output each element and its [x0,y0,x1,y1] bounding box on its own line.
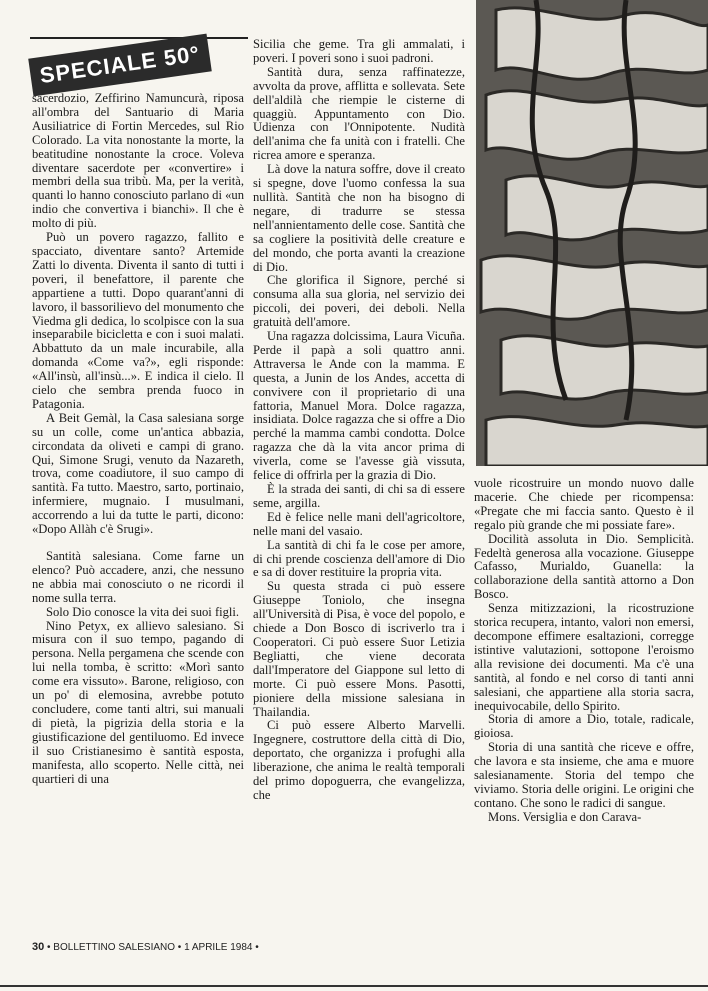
text-column-3 [474,477,694,825]
footer-publication: • BOLLETTINO SALESIANO • 1 APRILE 1984 • [47,942,259,953]
section-banner: SPECIALE 50° [28,34,212,97]
paragraph: Là dove la natura soffre, dove il creato si spegne, dove l'uomo confessa la sua nullità. Santità che non ha bisogno di negare, di tradurre se stessa nell'annientamento delle cose. Santità che sa cogliere la positività delle creature e del mondo, che porta avanti la creazione di Dio. [253,162,465,274]
paragraph: Senza mitizzazioni, la ricostruzione storica recupera, intanto, valori non emersi, decompone effimere esaltazioni, corregge istintive valutazioni, sottopone l'eroismo alla revisione dei documenti. Ma c'è una santità, al fondo e nel corso di tanti anni salesiani, che appartiene alla storia sacra, inequivocabile, dello Spirito. [474,601,694,713]
page-footer [32,941,259,953]
paragraph: È la strada dei santi, di chi sa di essere seme, argilla. [253,482,465,510]
paragraph: Ci può essere Alberto Marvelli. Ingegnere, costruttore della città di Dio, deportato, che organizza i profughi alla liberazione, che anima le realtà temporali del primo dopoguerra, che evangelizza, che [253,718,465,802]
paragraph: Mons. Versiglia e don Carava- [488,809,642,824]
paragraph: Su questa strada ci può essere Giuseppe Toniolo, che insegna all'Università di Pisa, è voce del popolo, e chiede a Don Bosco di iscriverlo tra i Cooperatori. Ci può essere Suor Letizia Begliatti, che viene decorata dall'Imperatore del Giappone sul letto di morte. Ci può essere Mons. Pasotti, pioniere della missione salesiana in Thailandia. [253,579,465,719]
paragraph: Che glorifica il Signore, perché si consuma alla sua gloria, nel servizio dei piccoli, dei poveri, dei deboli. Nella gratuità dell'amore. [253,273,465,330]
text-column-2 [253,38,465,803]
paragraph: La santità di chi fa le cose per amore, di chi prende coscienza dell'amore di Dio e sa di dover restituire la propria vita. [253,537,465,580]
text-column-1 [32,92,244,786]
paragraph: Può un povero ragazzo, fallito e spacciato, diventare santo? Artemide Zatti lo diventa. Diventa il santo di tutti i poveri, il benefattore, il parente che appartiene a tutti. Dopo quarant'anni di lavoro, il bassorilievo del monumento che Viedma gli dedica, lo scolpisce con la sua inseparabile bicicletta e con i suoi malati. Abbattuto da un male incurabile, alla domanda «Come va?», egli risponde: «All'insù, all'insù...». E indica il cielo. Il cielo che sembra prenda fuoco in Patagonia. [32,230,244,411]
paragraph: Una ragazza dolcissima, Laura Vicuña. Perde il papà a soli quattro anni. Attraversa le Ande con la mamma. E questa, a Junin de los Andes, accetta di convivere con il proprietario di una fattoria, Manuel Mora. Dolce ragazza, insidiata. Dolce ragazza che si offre a Dio perché la mamma cambi condotta. Dolce ragazza che dà la vita ancor prima di viverla, come se l'avesse già vissuta, felice di offrirla per la grazia di Dio. [253,329,465,483]
paragraph: Storia di amore a Dio, totale, radicale, gioiosa. [474,712,694,741]
paragraph: Santità salesiana. Come farne un elenco? Può accadere, anzi, che nessuno ne abbia mai conosciuto o ne ricordi il nome sulla terra. [32,549,244,605]
page-edge [0,985,708,987]
paragraph: Sicilia che geme. Tra gli ammalati, i poveri. I poveri sono i suoi padroni. [253,37,465,65]
paragraph: Solo Dio conosce la vita dei suoi figli. [46,604,240,619]
paragraph: Docilità assoluta in Dio. Semplicità. Fedeltà generosa alla vocazione. Giuseppe Cafasso, Murialdo, Guanella: la collaborazione della santità attorno a Don Bosco. [474,531,694,602]
paragraph: Santità dura, senza raffinatezze, avvolta da prove, afflitta e sollevata. Sete dell'aldilà che riempie le cisterne di quaggiù. Appuntamento con Dio. Udienza con l'Onnipotente. Nudità dell'anima che fa unità con i fratelli. Che ricrea amore e speranza. [253,64,465,163]
paragraph: vuole ricostruire un mondo nuovo dalle macerie. Che chiede per ricompensa: «Pregate che mi faccia santo. Questo è il regalo più grande che mi possiate fare». [474,476,694,532]
header-rule [30,37,248,39]
paragraph: Storia di una santità che riceve e offre, che lavora e sta insieme, che ama e muore salesianamente. Storia del tempo che viviamo. Storia delle origini. Le origini che contano. Che sono le radici di sangue. [474,740,694,810]
paragraph: Nino Petyx, ex allievo salesiano. Si misura con il suo tempo, pagando di persona. Nella pergamena che scende con lui nella tomba, è scritto: «Morì santo come era vissuto». Barone, religioso, con un po' di elemosina, avrebbe potuto concludere, come tanti altri, sui manuali di pietà, la pigrizia della storia e la giustificazione del gentiluomo. Ed invece il suo Cristianesimo è santità esposta, manifesta, allo scoperto. Nelle città, nei quartieri di una [32,618,244,786]
paragraph: A Beit Gemàl, la Casa salesiana sorge su un colle, come un'antica abbazia, circondata da oliveti e campi di grano. Qui, Simone Srugi, venuto da Nazareth, trova, come coadiutore, il suo campo di santità. Fa tutto. Maestro, sarto, portinaio, infermiere, mugnaio. I musulmani, accorrendo a lui da tutte le parti, dicono: «Dopo Allàh c'è Srugi». [32,410,244,537]
sculpture-photo [476,0,708,466]
paragraph: Ed è felice nelle mani dell'agricoltore, nelle mani del vasaio. [253,509,465,538]
paragraph: sacerdozio, Zeffirino Namuncurà, riposa all'ombra del Santuario di Maria Ausiliatrice di Fortin Mercedes, sul Rio Colorado. La vita nonostante la morte, la beatitudine nonostante la croce. Voleva diventare sacerdote per «convertire» i membri della sua tribù. Ma, per la verità, quanti lo hanno conosciuto parlano di «un indio che convertiva i bianchi». Il che è molto di più. [32,91,244,231]
page-number: 30 [32,941,45,953]
